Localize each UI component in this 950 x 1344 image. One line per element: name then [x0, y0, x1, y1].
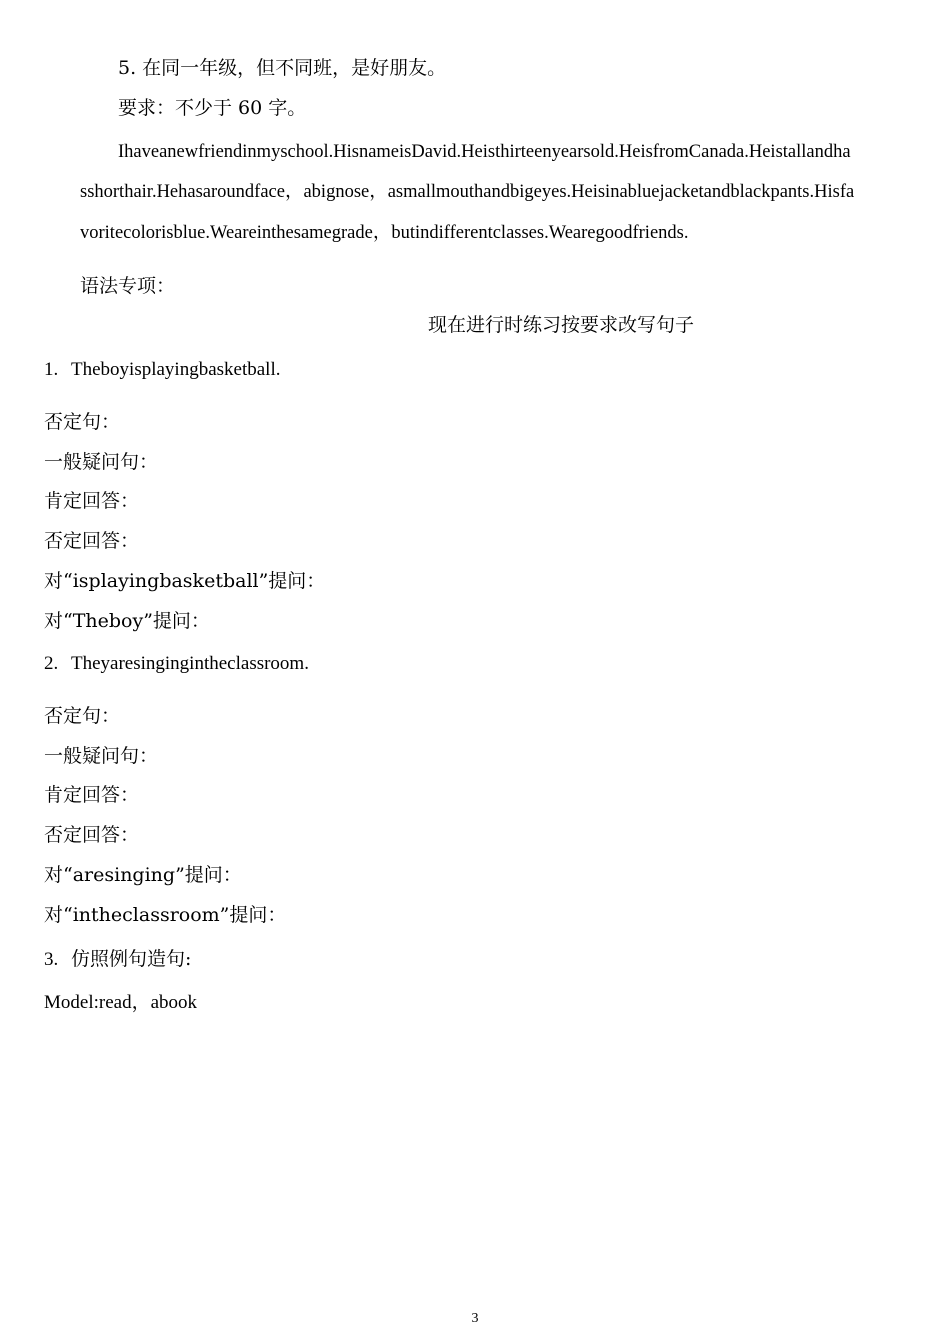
- writing-item-5: 5. 在同一年级，但不同班，是好朋友。: [118, 57, 447, 79]
- prompt-affirmative-answer: 肯定回答：: [44, 784, 140, 806]
- prompt-general-question: 一般疑问句：: [44, 451, 159, 473]
- exercise-number: 2.: [44, 653, 59, 674]
- prompt-general-question: 一般疑问句：: [44, 745, 159, 767]
- exercise-text: Theboyisplayingbasketball.: [71, 359, 281, 380]
- exercise-number: 3.: [44, 949, 59, 970]
- model-sentence: Model:read，abook: [44, 992, 198, 1013]
- essay-line-2: sshorthair.Hehasaroundface，abignose，asmallmouthandbigeyes.Heisinabluejacketandblackpants.Hisfa: [80, 182, 855, 202]
- prompt-affirmative-answer: 肯定回答：: [44, 490, 140, 512]
- prompt-question-subject: 对“Theboy”提问：: [44, 610, 210, 632]
- exercise-1-sentence: [44, 358, 280, 382]
- page-number: 3: [471, 1311, 479, 1326]
- writing-requirement: 要求：不少于 60 字。: [118, 97, 307, 119]
- exercise-2-sentence: [44, 652, 309, 676]
- prompt-question-place: 对“intheclassroom”提问：: [44, 904, 287, 926]
- exercise-text: 仿照例句造句:: [71, 948, 192, 970]
- prompt-negative: 否定句：: [44, 411, 121, 433]
- grammar-heading: 语法专项：: [80, 275, 176, 297]
- section-title: 现在进行时练习按要求改写句子: [428, 314, 695, 336]
- prompt-negative-answer: 否定回答：: [44, 824, 140, 846]
- essay-line-1: Ihaveanewfriendinmyschool.HisnameisDavid.Heisthirteenyearsold.HeisfromCanada.Heistallandha: [118, 142, 851, 162]
- prompt-negative: 否定句：: [44, 705, 121, 727]
- exercise-3-sentence: [44, 947, 191, 972]
- prompt-question-predicate: 对“isplayingbasketball”提问：: [44, 570, 326, 592]
- prompt-question-predicate: 对“aresinging”提问：: [44, 864, 242, 886]
- essay-line-3: voritecolorisblue.Weareinthesamegrade，butindifferentclasses.Wearegoodfriends.: [80, 223, 689, 243]
- exercise-text: Theyaresingingintheclassroom.: [71, 653, 309, 674]
- prompt-negative-answer: 否定回答：: [44, 530, 140, 552]
- exercise-number: 1.: [44, 359, 59, 380]
